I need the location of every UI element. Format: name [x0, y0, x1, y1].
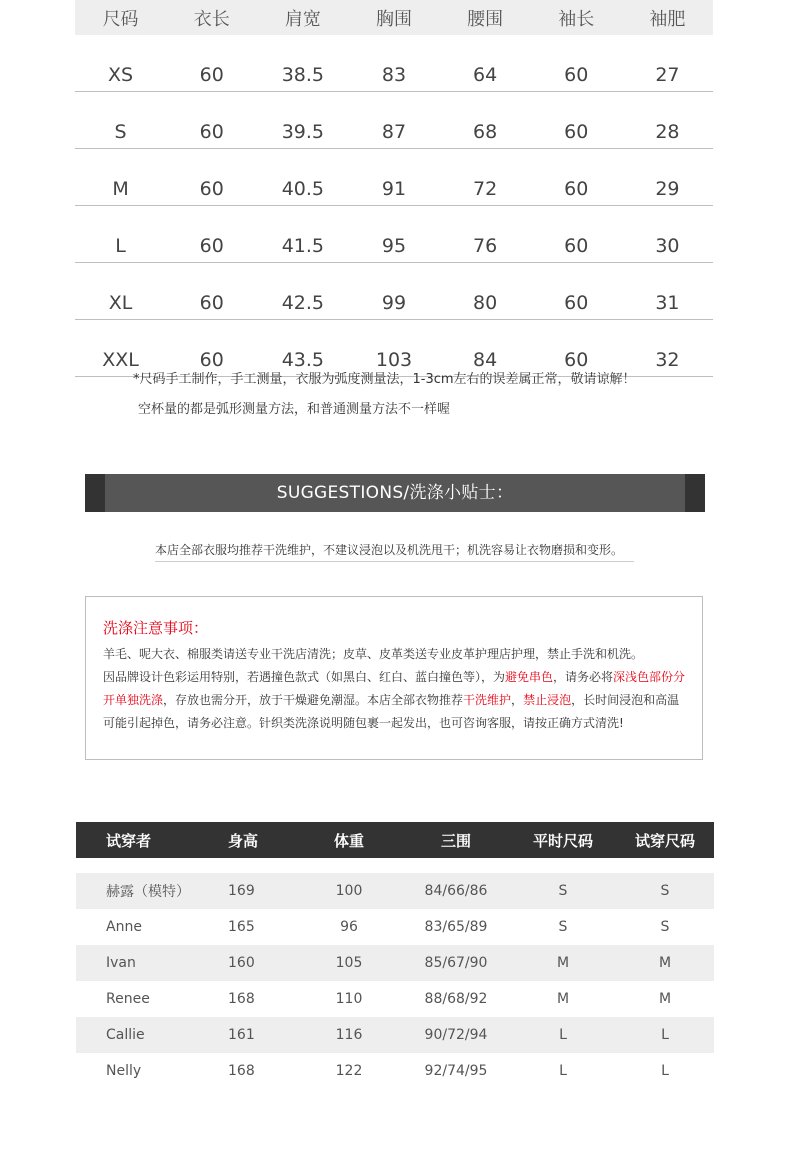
- size-cell: 28: [622, 92, 713, 149]
- size-cell: 76: [440, 206, 531, 263]
- care-text-span: 因品牌设计色彩运用特别，若遇撞色款式（如黑白、红白、蓝白撞色等），为: [103, 670, 506, 684]
- size-cell: 42.5: [257, 263, 348, 320]
- size-cell: XL: [75, 263, 166, 320]
- model-height: 168: [228, 991, 255, 1007]
- model-weight: 100: [296, 873, 402, 909]
- header-shoulder: 肩宽: [257, 0, 348, 35]
- cup-measurement-note: 空杯量的都是弧形测量方法，和普通测量方法不一样喔: [138, 402, 451, 417]
- care-line-wool: 羊毛、呢大衣、棉服类请送专业干洗店清洗；皮草、皮革类送专业皮革护理店护理，禁止手洗和机洗。: [103, 647, 644, 661]
- size-cell: 31: [622, 263, 713, 320]
- size-cell: 60: [166, 263, 257, 320]
- header-sleeve: 袖长: [531, 0, 622, 35]
- care-notice-title: 洗涤注意事项：: [103, 619, 209, 637]
- size-cell: 38.5: [257, 35, 348, 92]
- size-cell: 99: [348, 263, 439, 320]
- model-name: Renee: [106, 991, 150, 1007]
- model-height: 161: [190, 1017, 296, 1053]
- size-cell: 84: [440, 320, 531, 377]
- header-tester: 试穿者: [76, 822, 190, 858]
- header-sleeve-width: 袖肥: [622, 0, 713, 35]
- model-measurements: 85/67/90: [402, 945, 510, 981]
- care-text-span: ，存放也需分开，放于干燥避免潮湿。本店全部衣物推荐: [163, 693, 464, 707]
- model-usual-size: L: [510, 1017, 616, 1053]
- model-row: [76, 1053, 714, 1089]
- model-measurements: 84/66/86: [402, 873, 510, 909]
- model-fitting-table: [76, 822, 714, 1089]
- header-length: 衣长: [166, 0, 257, 35]
- size-chart-table: [75, 0, 713, 377]
- header-weight: 体重: [296, 822, 402, 858]
- size-row-xs: [75, 35, 713, 92]
- size-cell: 30: [622, 206, 713, 263]
- size-cell: 60: [531, 35, 622, 92]
- table-spacer: [76, 858, 714, 873]
- size-cell: XS: [75, 35, 166, 92]
- size-cell: M: [75, 149, 166, 206]
- model-measurements: 88/68/92: [424, 991, 488, 1007]
- size-cell: 32: [622, 320, 713, 377]
- size-cell: 103: [348, 320, 439, 377]
- size-cell: 60: [166, 149, 257, 206]
- care-warning-no-bleed: 避免串色: [505, 670, 554, 684]
- care-warning-separate-wash: 深浅色部份分开单独洗涤: [103, 670, 686, 707]
- care-text-span: ，长时间浸泡和高温可能引起掉色，请务必注意。针织类洗涤说明随包裹一起发出，也可咨询客服，请按正确方式清洗!: [103, 693, 680, 730]
- model-row: [76, 909, 714, 945]
- size-cell: 87: [348, 92, 439, 149]
- size-row-m: [75, 149, 713, 206]
- size-cell: 60: [531, 206, 622, 263]
- care-warning-no-soak: 禁止浸泡: [523, 693, 572, 707]
- model-height: 165: [228, 919, 255, 935]
- size-cell: 27: [622, 35, 713, 92]
- care-warning-dry-clean: 干洗维护: [463, 693, 512, 707]
- model-name: 赫露（模特）: [76, 873, 190, 909]
- model-weight: 122: [335, 1063, 363, 1079]
- care-notice-text: [103, 643, 687, 735]
- size-cell: 95: [348, 206, 439, 263]
- size-cell: 68: [440, 92, 531, 149]
- model-height: 169: [190, 873, 296, 909]
- model-row: [76, 945, 714, 981]
- size-cell: 60: [166, 206, 257, 263]
- model-usual-size: S: [558, 919, 568, 935]
- model-height: 168: [228, 1063, 255, 1079]
- model-table-header: [76, 822, 714, 858]
- size-cell: 72: [440, 149, 531, 206]
- size-cell: 60: [166, 35, 257, 92]
- size-cell: 60: [531, 263, 622, 320]
- model-tried-size: L: [661, 1063, 669, 1079]
- model-tried-size: M: [616, 945, 714, 981]
- care-notice-box: [85, 596, 703, 760]
- model-tried-size: L: [616, 1017, 714, 1053]
- size-cell: 43.5: [257, 320, 348, 377]
- model-name: Ivan: [76, 945, 190, 981]
- model-row: [76, 981, 714, 1017]
- suggestions-banner: [85, 474, 705, 512]
- dry-clean-tip: 本店全部衣服均推荐干洗维护，不建议浸泡以及机洗甩干；机洗容易让衣物磨损和变形。: [155, 541, 634, 562]
- header-size: 尺码: [75, 0, 166, 35]
- model-measurements: 90/72/94: [402, 1017, 510, 1053]
- model-weight: 116: [296, 1017, 402, 1053]
- spacer-cell: [76, 858, 714, 873]
- model-usual-size: S: [510, 873, 616, 909]
- header-height: 身高: [190, 822, 296, 858]
- suggestions-title: SUGGESTIONS/洗涤小贴士：: [105, 474, 685, 512]
- model-weight: 110: [335, 991, 363, 1007]
- size-row-l: [75, 206, 713, 263]
- size-chart-header: [75, 0, 713, 35]
- model-tried-size: S: [660, 919, 670, 935]
- size-cell: 80: [440, 263, 531, 320]
- size-cell: 60: [531, 320, 622, 377]
- size-row-s: [75, 92, 713, 149]
- care-text-span: ，请务必将: [553, 670, 614, 684]
- size-cell: L: [75, 206, 166, 263]
- header-usual-size: 平时尺码: [510, 822, 616, 858]
- model-row: [76, 1017, 714, 1053]
- model-weight: 96: [340, 919, 358, 935]
- model-tried-size: S: [616, 873, 714, 909]
- header-measurements: 三围: [402, 822, 510, 858]
- size-cell: 60: [166, 320, 257, 377]
- size-cell: 41.5: [257, 206, 348, 263]
- header-waist: 腰围: [440, 0, 531, 35]
- size-cell: S: [75, 92, 166, 149]
- size-cell: 60: [531, 92, 622, 149]
- measurement-note: *尺码手工制作，手工测量，衣服为弧度测量法，1-3cm左右的误差属正常，敬请谅解！: [133, 372, 636, 387]
- model-height: 160: [190, 945, 296, 981]
- model-row: [76, 873, 714, 909]
- header-tried-size: 试穿尺码: [616, 822, 714, 858]
- size-cell: 83: [348, 35, 439, 92]
- model-name: Anne: [106, 919, 142, 935]
- size-cell: 60: [166, 92, 257, 149]
- model-weight: 105: [296, 945, 402, 981]
- model-measurements: 83/65/89: [424, 919, 488, 935]
- model-name: Callie: [76, 1017, 190, 1053]
- size-cell: 64: [440, 35, 531, 92]
- size-cell: 29: [622, 149, 713, 206]
- model-name: Nelly: [106, 1063, 142, 1079]
- size-row-xl: [75, 263, 713, 320]
- header-bust: 胸围: [348, 0, 439, 35]
- model-usual-size: L: [559, 1063, 567, 1079]
- care-paragraph-color: [103, 666, 687, 735]
- size-cell: 91: [348, 149, 439, 206]
- size-cell: 39.5: [257, 92, 348, 149]
- model-usual-size: M: [556, 991, 570, 1007]
- size-cell: XXL: [75, 320, 166, 377]
- model-tried-size: M: [658, 991, 672, 1007]
- model-measurements: 92/74/95: [424, 1063, 488, 1079]
- size-cell: 60: [531, 149, 622, 206]
- model-usual-size: M: [510, 945, 616, 981]
- size-cell: 40.5: [257, 149, 348, 206]
- care-text-span: ，: [511, 693, 524, 707]
